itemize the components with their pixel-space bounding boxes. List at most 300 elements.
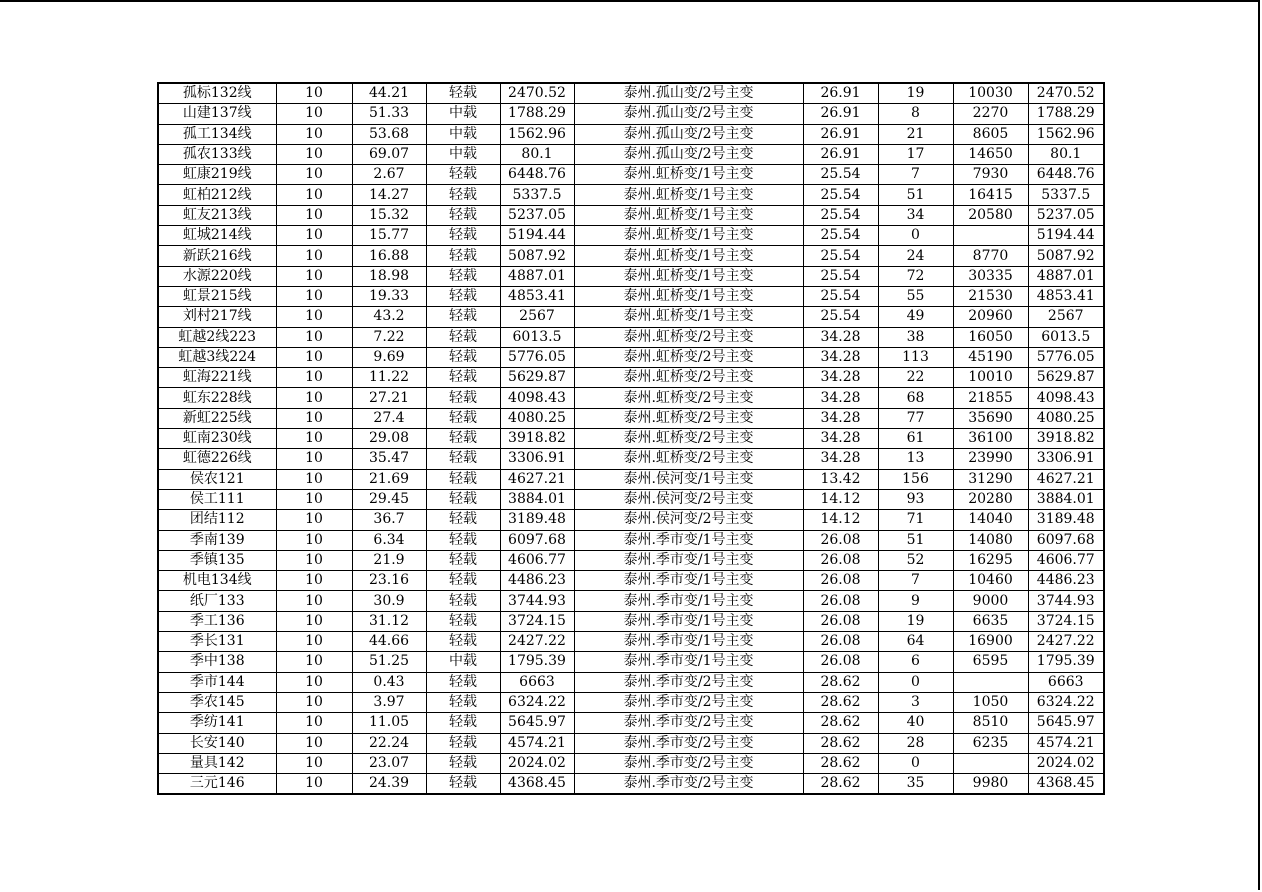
installed-capacity-cell: 1050 xyxy=(953,692,1028,712)
installed-capacity-cell: 36100 xyxy=(953,429,1028,449)
line-name-cell: 季中138 xyxy=(158,652,276,672)
spare-capacity-cell: 4486.23 xyxy=(500,571,574,591)
installed-capacity-cell: 9980 xyxy=(953,774,1028,795)
installed-capacity-cell: 45190 xyxy=(953,347,1028,367)
line-name-cell: 长安140 xyxy=(158,733,276,753)
substation-transformer-cell: 泰州.虹桥变/1号主变 xyxy=(574,266,803,286)
transformer-rate-cell: 25.54 xyxy=(803,205,878,225)
substation-transformer-cell: 泰州.虹桥变/2号主变 xyxy=(574,368,803,388)
load-level-cell: 轻载 xyxy=(426,550,500,570)
transformer-rate-cell: 34.28 xyxy=(803,429,878,449)
spare-capacity-cell: 6013.5 xyxy=(500,327,574,347)
table-row xyxy=(158,733,1104,753)
transformer-rate-cell: 26.08 xyxy=(803,591,878,611)
spare-capacity-cell: 5087.92 xyxy=(500,246,574,266)
available-capacity-cell: 2024.02 xyxy=(1028,753,1104,773)
voltage-cell: 10 xyxy=(276,327,352,347)
installed-capacity-cell: 10010 xyxy=(953,368,1028,388)
voltage-cell: 10 xyxy=(276,510,352,530)
line-name-cell: 侯工111 xyxy=(158,489,276,509)
table-row xyxy=(158,571,1104,591)
load-rate-cell: 43.2 xyxy=(352,307,426,327)
spare-capacity-cell: 4080.25 xyxy=(500,408,574,428)
voltage-cell: 10 xyxy=(276,713,352,733)
spare-capacity-cell: 4606.77 xyxy=(500,550,574,570)
load-rate-cell: 2.67 xyxy=(352,165,426,185)
voltage-cell: 10 xyxy=(276,571,352,591)
load-rate-cell: 19.33 xyxy=(352,286,426,306)
voltage-cell: 10 xyxy=(276,692,352,712)
table-row xyxy=(158,144,1104,164)
available-capacity-cell: 3306.91 xyxy=(1028,449,1104,469)
installed-capacity-cell: 23990 xyxy=(953,449,1028,469)
user-count-cell: 64 xyxy=(878,632,953,652)
feeder-load-table xyxy=(157,82,1105,795)
transformer-rate-cell: 25.54 xyxy=(803,185,878,205)
available-capacity-cell: 1795.39 xyxy=(1028,652,1104,672)
user-count-cell: 0 xyxy=(878,226,953,246)
spare-capacity-cell: 5194.44 xyxy=(500,226,574,246)
table-row xyxy=(158,672,1104,692)
load-level-cell: 轻载 xyxy=(426,632,500,652)
table-row xyxy=(158,205,1104,225)
load-level-cell: 轻载 xyxy=(426,205,500,225)
table-row xyxy=(158,226,1104,246)
table-row xyxy=(158,246,1104,266)
load-level-cell: 中载 xyxy=(426,144,500,164)
transformer-rate-cell: 34.28 xyxy=(803,368,878,388)
load-rate-cell: 69.07 xyxy=(352,144,426,164)
substation-transformer-cell: 泰州.季市变/1号主变 xyxy=(574,571,803,591)
available-capacity-cell: 4368.45 xyxy=(1028,774,1104,795)
load-rate-cell: 51.33 xyxy=(352,104,426,124)
table-row xyxy=(158,550,1104,570)
user-count-cell: 71 xyxy=(878,510,953,530)
installed-capacity-cell xyxy=(953,672,1028,692)
substation-transformer-cell: 泰州.虹桥变/1号主变 xyxy=(574,165,803,185)
user-count-cell: 93 xyxy=(878,489,953,509)
substation-transformer-cell: 泰州.虹桥变/1号主变 xyxy=(574,307,803,327)
table-row xyxy=(158,124,1104,144)
substation-transformer-cell: 泰州.虹桥变/1号主变 xyxy=(574,205,803,225)
line-name-cell: 虹海221线 xyxy=(158,368,276,388)
load-level-cell: 轻载 xyxy=(426,571,500,591)
load-level-cell: 轻载 xyxy=(426,713,500,733)
spare-capacity-cell: 2470.52 xyxy=(500,83,574,104)
substation-transformer-cell: 泰州.虹桥变/1号主变 xyxy=(574,226,803,246)
spare-capacity-cell: 6324.22 xyxy=(500,692,574,712)
load-rate-cell: 3.97 xyxy=(352,692,426,712)
table-row xyxy=(158,510,1104,530)
line-name-cell: 水源220线 xyxy=(158,266,276,286)
table-row xyxy=(158,591,1104,611)
substation-transformer-cell: 泰州.侯河变/1号主变 xyxy=(574,469,803,489)
installed-capacity-cell: 20280 xyxy=(953,489,1028,509)
voltage-cell: 10 xyxy=(276,368,352,388)
table-row xyxy=(158,83,1104,104)
available-capacity-cell: 5087.92 xyxy=(1028,246,1104,266)
installed-capacity-cell: 7930 xyxy=(953,165,1028,185)
line-name-cell: 虹城214线 xyxy=(158,226,276,246)
installed-capacity-cell: 21530 xyxy=(953,286,1028,306)
spare-capacity-cell: 80.1 xyxy=(500,144,574,164)
voltage-cell: 10 xyxy=(276,652,352,672)
spare-capacity-cell: 4887.01 xyxy=(500,266,574,286)
table-row xyxy=(158,165,1104,185)
voltage-cell: 10 xyxy=(276,266,352,286)
load-level-cell: 轻载 xyxy=(426,347,500,367)
line-name-cell: 虹东228线 xyxy=(158,388,276,408)
substation-transformer-cell: 泰州.虹桥变/2号主变 xyxy=(574,408,803,428)
available-capacity-cell: 6097.68 xyxy=(1028,530,1104,550)
spare-capacity-cell: 6663 xyxy=(500,672,574,692)
transformer-rate-cell: 34.28 xyxy=(803,449,878,469)
load-level-cell: 轻载 xyxy=(426,489,500,509)
table-row xyxy=(158,266,1104,286)
voltage-cell: 10 xyxy=(276,205,352,225)
available-capacity-cell: 6448.76 xyxy=(1028,165,1104,185)
installed-capacity-cell: 21855 xyxy=(953,388,1028,408)
user-count-cell: 35 xyxy=(878,774,953,795)
load-level-cell: 轻载 xyxy=(426,469,500,489)
available-capacity-cell: 5237.05 xyxy=(1028,205,1104,225)
installed-capacity-cell: 16050 xyxy=(953,327,1028,347)
user-count-cell: 34 xyxy=(878,205,953,225)
load-rate-cell: 44.66 xyxy=(352,632,426,652)
load-rate-cell: 27.4 xyxy=(352,408,426,428)
user-count-cell: 9 xyxy=(878,591,953,611)
available-capacity-cell: 4486.23 xyxy=(1028,571,1104,591)
voltage-cell: 10 xyxy=(276,489,352,509)
user-count-cell: 55 xyxy=(878,286,953,306)
voltage-cell: 10 xyxy=(276,388,352,408)
voltage-cell: 10 xyxy=(276,611,352,631)
line-name-cell: 虹越3线224 xyxy=(158,347,276,367)
line-name-cell: 山建137线 xyxy=(158,104,276,124)
installed-capacity-cell: 9000 xyxy=(953,591,1028,611)
line-name-cell: 虹德226线 xyxy=(158,449,276,469)
transformer-rate-cell: 25.54 xyxy=(803,307,878,327)
load-level-cell: 轻载 xyxy=(426,327,500,347)
available-capacity-cell: 4098.43 xyxy=(1028,388,1104,408)
voltage-cell: 10 xyxy=(276,124,352,144)
line-name-cell: 刘村217线 xyxy=(158,307,276,327)
load-rate-cell: 7.22 xyxy=(352,327,426,347)
table-row xyxy=(158,611,1104,631)
load-level-cell: 轻载 xyxy=(426,408,500,428)
available-capacity-cell: 3189.48 xyxy=(1028,510,1104,530)
load-level-cell: 轻载 xyxy=(426,368,500,388)
load-rate-cell: 36.7 xyxy=(352,510,426,530)
voltage-cell: 10 xyxy=(276,530,352,550)
available-capacity-cell: 2470.52 xyxy=(1028,83,1104,104)
voltage-cell: 10 xyxy=(276,347,352,367)
line-name-cell: 孤农133线 xyxy=(158,144,276,164)
available-capacity-cell: 1788.29 xyxy=(1028,104,1104,124)
voltage-cell: 10 xyxy=(276,591,352,611)
user-count-cell: 61 xyxy=(878,429,953,449)
installed-capacity-cell: 14040 xyxy=(953,510,1028,530)
transformer-rate-cell: 25.54 xyxy=(803,246,878,266)
user-count-cell: 68 xyxy=(878,388,953,408)
load-rate-cell: 15.77 xyxy=(352,226,426,246)
load-rate-cell: 44.21 xyxy=(352,83,426,104)
load-level-cell: 轻载 xyxy=(426,733,500,753)
voltage-cell: 10 xyxy=(276,226,352,246)
transformer-rate-cell: 26.08 xyxy=(803,611,878,631)
installed-capacity-cell xyxy=(953,226,1028,246)
substation-transformer-cell: 泰州.虹桥变/2号主变 xyxy=(574,347,803,367)
line-name-cell: 季长131 xyxy=(158,632,276,652)
spare-capacity-cell: 4098.43 xyxy=(500,388,574,408)
transformer-rate-cell: 34.28 xyxy=(803,388,878,408)
user-count-cell: 8 xyxy=(878,104,953,124)
table-row xyxy=(158,307,1104,327)
load-level-cell: 轻载 xyxy=(426,246,500,266)
installed-capacity-cell: 6595 xyxy=(953,652,1028,672)
table-row xyxy=(158,327,1104,347)
user-count-cell: 51 xyxy=(878,530,953,550)
substation-transformer-cell: 泰州.虹桥变/2号主变 xyxy=(574,388,803,408)
voltage-cell: 10 xyxy=(276,449,352,469)
voltage-cell: 10 xyxy=(276,286,352,306)
load-rate-cell: 29.08 xyxy=(352,429,426,449)
spare-capacity-cell: 3884.01 xyxy=(500,489,574,509)
installed-capacity-cell: 20960 xyxy=(953,307,1028,327)
load-level-cell: 轻载 xyxy=(426,307,500,327)
available-capacity-cell: 4606.77 xyxy=(1028,550,1104,570)
table-row xyxy=(158,449,1104,469)
user-count-cell: 72 xyxy=(878,266,953,286)
table-row xyxy=(158,632,1104,652)
installed-capacity-cell: 16295 xyxy=(953,550,1028,570)
load-rate-cell: 35.47 xyxy=(352,449,426,469)
spare-capacity-cell: 4853.41 xyxy=(500,286,574,306)
spare-capacity-cell: 2024.02 xyxy=(500,753,574,773)
transformer-rate-cell: 26.91 xyxy=(803,124,878,144)
line-name-cell: 虹南230线 xyxy=(158,429,276,449)
user-count-cell: 19 xyxy=(878,611,953,631)
load-rate-cell: 22.24 xyxy=(352,733,426,753)
table-row xyxy=(158,713,1104,733)
substation-transformer-cell: 泰州.虹桥变/1号主变 xyxy=(574,185,803,205)
spare-capacity-cell: 5337.5 xyxy=(500,185,574,205)
load-level-cell: 中载 xyxy=(426,652,500,672)
line-name-cell: 机电134线 xyxy=(158,571,276,591)
spare-capacity-cell: 1562.96 xyxy=(500,124,574,144)
voltage-cell: 10 xyxy=(276,165,352,185)
transformer-rate-cell: 26.08 xyxy=(803,652,878,672)
table-row xyxy=(158,652,1104,672)
substation-transformer-cell: 泰州.虹桥变/1号主变 xyxy=(574,286,803,306)
spare-capacity-cell: 3744.93 xyxy=(500,591,574,611)
substation-transformer-cell: 泰州.孤山变/2号主变 xyxy=(574,124,803,144)
spare-capacity-cell: 1795.39 xyxy=(500,652,574,672)
installed-capacity-cell: 30335 xyxy=(953,266,1028,286)
user-count-cell: 0 xyxy=(878,672,953,692)
load-level-cell: 轻载 xyxy=(426,510,500,530)
spare-capacity-cell: 5645.97 xyxy=(500,713,574,733)
load-level-cell: 轻载 xyxy=(426,226,500,246)
user-count-cell: 40 xyxy=(878,713,953,733)
load-rate-cell: 30.9 xyxy=(352,591,426,611)
transformer-rate-cell: 25.54 xyxy=(803,165,878,185)
user-count-cell: 6 xyxy=(878,652,953,672)
line-name-cell: 季市144 xyxy=(158,672,276,692)
line-name-cell: 虹景215线 xyxy=(158,286,276,306)
voltage-cell: 10 xyxy=(276,408,352,428)
user-count-cell: 49 xyxy=(878,307,953,327)
spare-capacity-cell: 4368.45 xyxy=(500,774,574,795)
transformer-rate-cell: 26.91 xyxy=(803,144,878,164)
substation-transformer-cell: 泰州.孤山变/2号主变 xyxy=(574,83,803,104)
user-count-cell: 19 xyxy=(878,83,953,104)
available-capacity-cell: 5645.97 xyxy=(1028,713,1104,733)
available-capacity-cell: 5776.05 xyxy=(1028,347,1104,367)
transformer-rate-cell: 14.12 xyxy=(803,489,878,509)
transformer-rate-cell: 25.54 xyxy=(803,226,878,246)
installed-capacity-cell: 35690 xyxy=(953,408,1028,428)
load-level-cell: 轻载 xyxy=(426,449,500,469)
load-level-cell: 轻载 xyxy=(426,266,500,286)
spare-capacity-cell: 5237.05 xyxy=(500,205,574,225)
available-capacity-cell: 6663 xyxy=(1028,672,1104,692)
load-rate-cell: 18.98 xyxy=(352,266,426,286)
transformer-rate-cell: 26.08 xyxy=(803,530,878,550)
spare-capacity-cell: 3724.15 xyxy=(500,611,574,631)
spare-capacity-cell: 2427.22 xyxy=(500,632,574,652)
load-level-cell: 轻载 xyxy=(426,185,500,205)
user-count-cell: 38 xyxy=(878,327,953,347)
table-row xyxy=(158,286,1104,306)
installed-capacity-cell: 10460 xyxy=(953,571,1028,591)
load-level-cell: 轻载 xyxy=(426,591,500,611)
transformer-rate-cell: 34.28 xyxy=(803,408,878,428)
load-rate-cell: 29.45 xyxy=(352,489,426,509)
available-capacity-cell: 5194.44 xyxy=(1028,226,1104,246)
load-rate-cell: 0.43 xyxy=(352,672,426,692)
transformer-rate-cell: 26.91 xyxy=(803,104,878,124)
voltage-cell: 10 xyxy=(276,83,352,104)
table-row xyxy=(158,530,1104,550)
voltage-cell: 10 xyxy=(276,429,352,449)
installed-capacity-cell: 31290 xyxy=(953,469,1028,489)
load-level-cell: 轻载 xyxy=(426,774,500,795)
substation-transformer-cell: 泰州.季市变/1号主变 xyxy=(574,632,803,652)
line-name-cell: 虹柏212线 xyxy=(158,185,276,205)
spare-capacity-cell: 6097.68 xyxy=(500,530,574,550)
line-name-cell: 团结112 xyxy=(158,510,276,530)
line-name-cell: 季工136 xyxy=(158,611,276,631)
line-name-cell: 纸厂133 xyxy=(158,591,276,611)
available-capacity-cell: 3724.15 xyxy=(1028,611,1104,631)
available-capacity-cell: 4574.21 xyxy=(1028,733,1104,753)
line-name-cell: 虹友213线 xyxy=(158,205,276,225)
available-capacity-cell: 4853.41 xyxy=(1028,286,1104,306)
user-count-cell: 3 xyxy=(878,692,953,712)
user-count-cell: 28 xyxy=(878,733,953,753)
voltage-cell: 10 xyxy=(276,246,352,266)
load-level-cell: 轻载 xyxy=(426,753,500,773)
load-level-cell: 中载 xyxy=(426,124,500,144)
spare-capacity-cell: 3918.82 xyxy=(500,429,574,449)
load-rate-cell: 23.07 xyxy=(352,753,426,773)
spare-capacity-cell: 2567 xyxy=(500,307,574,327)
installed-capacity-cell: 14650 xyxy=(953,144,1028,164)
transformer-rate-cell: 28.62 xyxy=(803,713,878,733)
load-level-cell: 轻载 xyxy=(426,530,500,550)
installed-capacity-cell: 8770 xyxy=(953,246,1028,266)
installed-capacity-cell: 6235 xyxy=(953,733,1028,753)
substation-transformer-cell: 泰州.虹桥变/2号主变 xyxy=(574,449,803,469)
substation-transformer-cell: 泰州.虹桥变/2号主变 xyxy=(574,429,803,449)
load-rate-cell: 15.32 xyxy=(352,205,426,225)
transformer-rate-cell: 26.91 xyxy=(803,83,878,104)
installed-capacity-cell: 20580 xyxy=(953,205,1028,225)
load-rate-cell: 53.68 xyxy=(352,124,426,144)
line-name-cell: 量具142 xyxy=(158,753,276,773)
spare-capacity-cell: 3189.48 xyxy=(500,510,574,530)
spare-capacity-cell: 1788.29 xyxy=(500,104,574,124)
installed-capacity-cell: 14080 xyxy=(953,530,1028,550)
available-capacity-cell: 4887.01 xyxy=(1028,266,1104,286)
transformer-rate-cell: 28.62 xyxy=(803,733,878,753)
substation-transformer-cell: 泰州.虹桥变/2号主变 xyxy=(574,327,803,347)
load-rate-cell: 51.25 xyxy=(352,652,426,672)
user-count-cell: 21 xyxy=(878,124,953,144)
line-name-cell: 孤标132线 xyxy=(158,83,276,104)
available-capacity-cell: 2427.22 xyxy=(1028,632,1104,652)
load-rate-cell: 31.12 xyxy=(352,611,426,631)
transformer-rate-cell: 28.62 xyxy=(803,692,878,712)
table-row xyxy=(158,753,1104,773)
voltage-cell: 10 xyxy=(276,672,352,692)
transformer-rate-cell: 28.62 xyxy=(803,774,878,795)
substation-transformer-cell: 泰州.季市变/2号主变 xyxy=(574,753,803,773)
substation-transformer-cell: 泰州.孤山变/2号主变 xyxy=(574,104,803,124)
available-capacity-cell: 1562.96 xyxy=(1028,124,1104,144)
transformer-rate-cell: 26.08 xyxy=(803,550,878,570)
load-level-cell: 轻载 xyxy=(426,672,500,692)
available-capacity-cell: 6013.5 xyxy=(1028,327,1104,347)
available-capacity-cell: 2567 xyxy=(1028,307,1104,327)
installed-capacity-cell: 8605 xyxy=(953,124,1028,144)
line-name-cell: 新虹225线 xyxy=(158,408,276,428)
transformer-rate-cell: 26.08 xyxy=(803,632,878,652)
substation-transformer-cell: 泰州.季市变/2号主变 xyxy=(574,692,803,712)
load-rate-cell: 11.22 xyxy=(352,368,426,388)
installed-capacity-cell: 10030 xyxy=(953,83,1028,104)
user-count-cell: 51 xyxy=(878,185,953,205)
substation-transformer-cell: 泰州.季市变/1号主变 xyxy=(574,611,803,631)
spare-capacity-cell: 4627.21 xyxy=(500,469,574,489)
load-rate-cell: 6.34 xyxy=(352,530,426,550)
load-level-cell: 轻载 xyxy=(426,83,500,104)
substation-transformer-cell: 泰州.季市变/2号主变 xyxy=(574,672,803,692)
available-capacity-cell: 5629.87 xyxy=(1028,368,1104,388)
spare-capacity-cell: 3306.91 xyxy=(500,449,574,469)
table-body xyxy=(158,83,1104,794)
line-name-cell: 季镇135 xyxy=(158,550,276,570)
substation-transformer-cell: 泰州.季市变/2号主变 xyxy=(574,713,803,733)
transformer-rate-cell: 34.28 xyxy=(803,327,878,347)
table-row xyxy=(158,469,1104,489)
available-capacity-cell: 6324.22 xyxy=(1028,692,1104,712)
load-rate-cell: 16.88 xyxy=(352,246,426,266)
table-row xyxy=(158,429,1104,449)
substation-transformer-cell: 泰州.季市变/1号主变 xyxy=(574,530,803,550)
user-count-cell: 0 xyxy=(878,753,953,773)
